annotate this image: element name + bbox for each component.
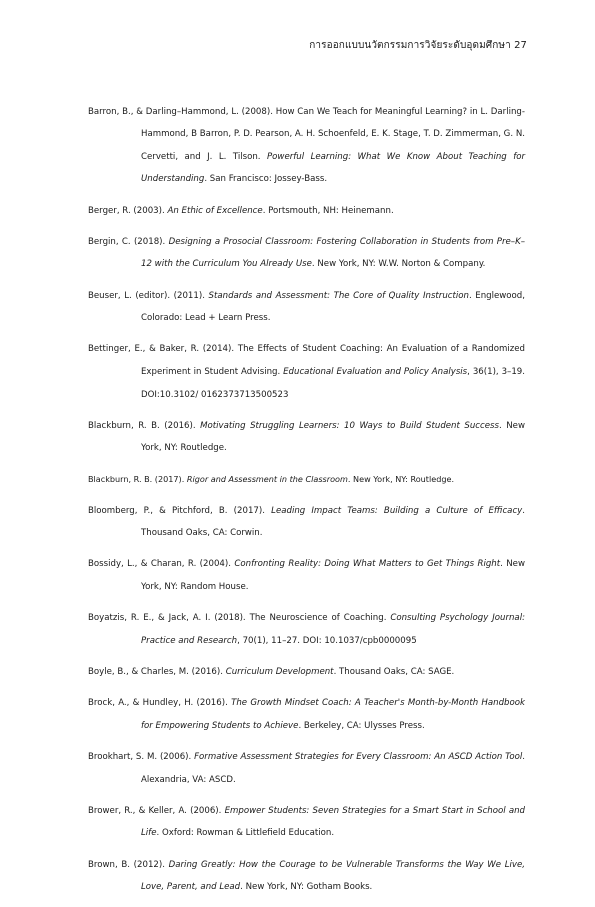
reference-entry: Blackburn, R. B. (2017). Rigor and Assessment in the Classroom. New York, NY: Routledge. (88, 474, 455, 485)
reference-entry: Boyatzis, R. E., & Jack, A. I. (2018). The Neuroscience of Coaching. Consulting Psychology Journal: Practice and Research, 70(1), 11–27. DOI: 10.1037/cpb0000095 (88, 613, 525, 646)
reference-entry: Boyle, B., & Charles, M. (2016). Curriculum Development. Thousand Oaks, CA: SAGE. (88, 667, 455, 677)
reference-entry: Brookhart, S. M. (2006). Formative Assessment Strategies for Every Classroom: An ASCD Action Tool. Alexandria, VA: ASCD. (88, 751, 525, 785)
reference-entry: Berger, R. (2003). An Ethic of Excellence. Portsmouth, NH: Heinemann. (88, 205, 394, 216)
reference-entry: Bettinger, E., & Baker, R. (2014). The Effects of Student Coaching: An Evaluation of a Randomized Experiment in Student Advising. Educational Evaluation and Policy Analysis, 36(1), 3–19. DOI:10.3102/ 0162373713500523 (88, 344, 526, 400)
reference-title: Daring Greatly: How the Courage to be Vulnerable Transforms the Way We Live, Love, Parent, and Lead (141, 859, 525, 893)
reference-entry: Brown, B. (2012). Daring Greatly: How the Courage to be Vulnerable Transforms the Way We Live, Love, Parent, and Lead. New York, NY: Gotham Books. (88, 859, 525, 893)
reference-title: Powerful Learning: What We Know About Teaching for Understanding (141, 151, 526, 185)
reference-entry: Brock, A., & Hundley, H. (2016). The Growth Mindset Coach: A Teacher's Month-by-Month Handbook for Empowering Students to Achieve. Berkeley, CA: Ulysses Press. (88, 698, 525, 731)
reference-title: Motivating Struggling Learners: 10 Ways to Build Student Success (200, 420, 499, 431)
reference-title: Leading Impact Teams: Building a Culture of Efficacy (271, 505, 523, 516)
reference-title: Educational Evaluation and Policy Analysis (283, 366, 468, 377)
reference-title: An Ethic of Excellence (167, 205, 263, 216)
reference-entry: Bossidy, L., & Charan, R. (2004). Confronting Reality: Doing What Matters to Get Things Right. New York, NY: Random House. (88, 559, 525, 593)
reference-list (88, 92, 525, 907)
reference-entry: Bergin, C. (2018). Designing a Prosocial Classroom: Fostering Collaboration in Students from Pre–K–12 with the Curriculum You Already Use. New York, NY: W.W. Norton & Company. (88, 236, 526, 270)
reference-title: Consulting Psychology Journal: Practice and Research (141, 613, 525, 646)
reference-title: Empower Students: Seven Strategies for a Smart Start in School and Life (141, 805, 525, 839)
running-header: การออกแบบนวัตกรรมการวิจัยระดับอุดมศึกษา 27 (309, 40, 527, 51)
reference-title: Formative Assessment Strategies for Every Classroom: An ASCD Action Tool (194, 751, 523, 762)
reference-entry: Barron, B., & Darling–Hammond, L. (2008). How Can We Teach for Meaningful Learning? in L. Darling-Hammond, B Barron, P. D. Pearson, A. H. Schoenfeld, E. K. Stage, T. D. Zimmerman, G. N. Cervetti, and J. L. Tilson. Powerful Learning: What We Know About Teaching for Understanding. San Francisco: Jossey-Bass. (88, 106, 526, 185)
reference-title: Designing a Prosocial Classroom: Fostering Collaboration in Students from Pre–K–12 with the Curriculum You Already Use (141, 236, 526, 270)
reference-title: Curriculum Development (225, 667, 334, 677)
reference-entry: Bloomberg, P., & Pitchford, B. (2017). Leading Impact Teams: Building a Culture of Efficacy. Thousand Oaks, CA: Corwin. (88, 505, 525, 539)
reference-entry: Blackburn, R. B. (2016). Motivating Struggling Learners: 10 Ways to Build Student Success. New York, NY: Routledge. (88, 420, 525, 454)
reference-title: Rigor and Assessment in the Classroom (186, 474, 348, 485)
reference-entry: Beuser, L. (editor). (2011). Standards and Assessment: The Core of Quality Instruction. Englewood, Colorado: Lead + Learn Press. (88, 290, 525, 324)
reference-title: The Growth Mindset Coach: A Teacher's Month-by-Month Handbook for Empowering Students to Achieve (141, 698, 525, 731)
reference-title: Confronting Reality: Doing What Matters to Get Things Right (234, 559, 501, 570)
reference-title: Standards and Assessment: The Core of Quality Instruction (208, 290, 469, 301)
reference-entry: Brower, R., & Keller, A. (2006). Empower Students: Seven Strategies for a Smart Start in School and Life. Oxford: Rowman & Littlefield Education. (88, 805, 525, 839)
